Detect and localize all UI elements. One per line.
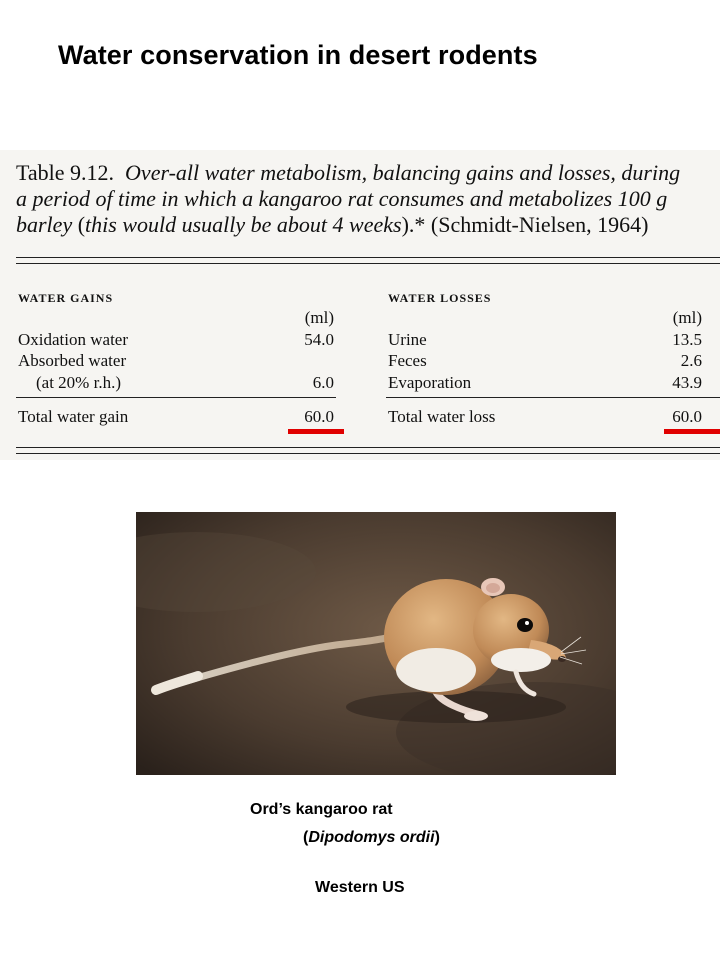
loss-row-label: Evaporation [388,373,472,392]
table-number: Table 9.12. [16,160,115,185]
gain-row-label: (at 20% r.h.) [36,373,121,392]
table-bottom-rule-2 [16,453,720,454]
loss-row-label: Feces [388,351,427,370]
gains-header: WATER GAINS [18,291,114,305]
table-caption-line-2: a period of time in which a kangaroo rat consumes and metabolizes 100 g [16,186,668,211]
scientific-name: Dipodomys ordii [308,829,435,846]
gain-row-label: Absorbed water [18,351,127,370]
gain-row-value: 6.0 [312,373,334,392]
total-gain-highlight [288,429,344,434]
total-loss-highlight [664,429,720,434]
table-mid-rule-left [16,397,336,398]
loss-row-value: 2.6 [680,351,702,370]
table-top-rule-2 [16,263,720,264]
total-loss-label: Total water loss [388,407,496,426]
total-loss-value: 60.0 [672,407,702,426]
table-caption-line-3b: this would usually be about 4 weeks [85,212,402,237]
table-top-rule-1 [16,257,720,258]
loss-row-value: 43.9 [672,373,702,392]
gain-row-label: Oxidation water [18,330,128,349]
region-label: Western US [315,879,405,896]
loss-row-label: Urine [388,330,427,349]
total-gain-label: Total water gain [18,407,129,426]
table-caption-line-3a: barley [16,212,73,237]
table-caption-line-1: Over-all water metabolism, balancing gains and losses, during [125,160,681,185]
losses-header: WATER LOSSES [388,291,492,305]
common-name: Ord’s kangaroo rat [250,801,393,818]
table-caption: Table 9.12. Over-all water metabolism, balancing gains and losses, during a period of time in which a kangaroo rat consumes and metabolizes 100 g barley (this would usually be about 4 weeks).* (Schmidt-Nielsen, 1964) [16,160,716,238]
loss-row-value: 13.5 [672,330,702,349]
gains-unit: (ml) [304,308,334,327]
kangaroo-rat-photo [136,512,616,775]
table-caption-citation: (Schmidt-Nielsen, 1964) [430,212,649,237]
total-gain-value: 60.0 [304,407,334,426]
table-bottom-rule-1 [16,447,720,448]
table-mid-rule-right [386,397,720,398]
water-balance-table [0,150,720,460]
page-title: Water conservation in desert rodents [58,40,538,70]
losses-unit: (ml) [672,308,702,327]
scientific-name-line: (Dipodomys ordii) [303,829,440,846]
gain-row-value: 54.0 [304,330,334,349]
